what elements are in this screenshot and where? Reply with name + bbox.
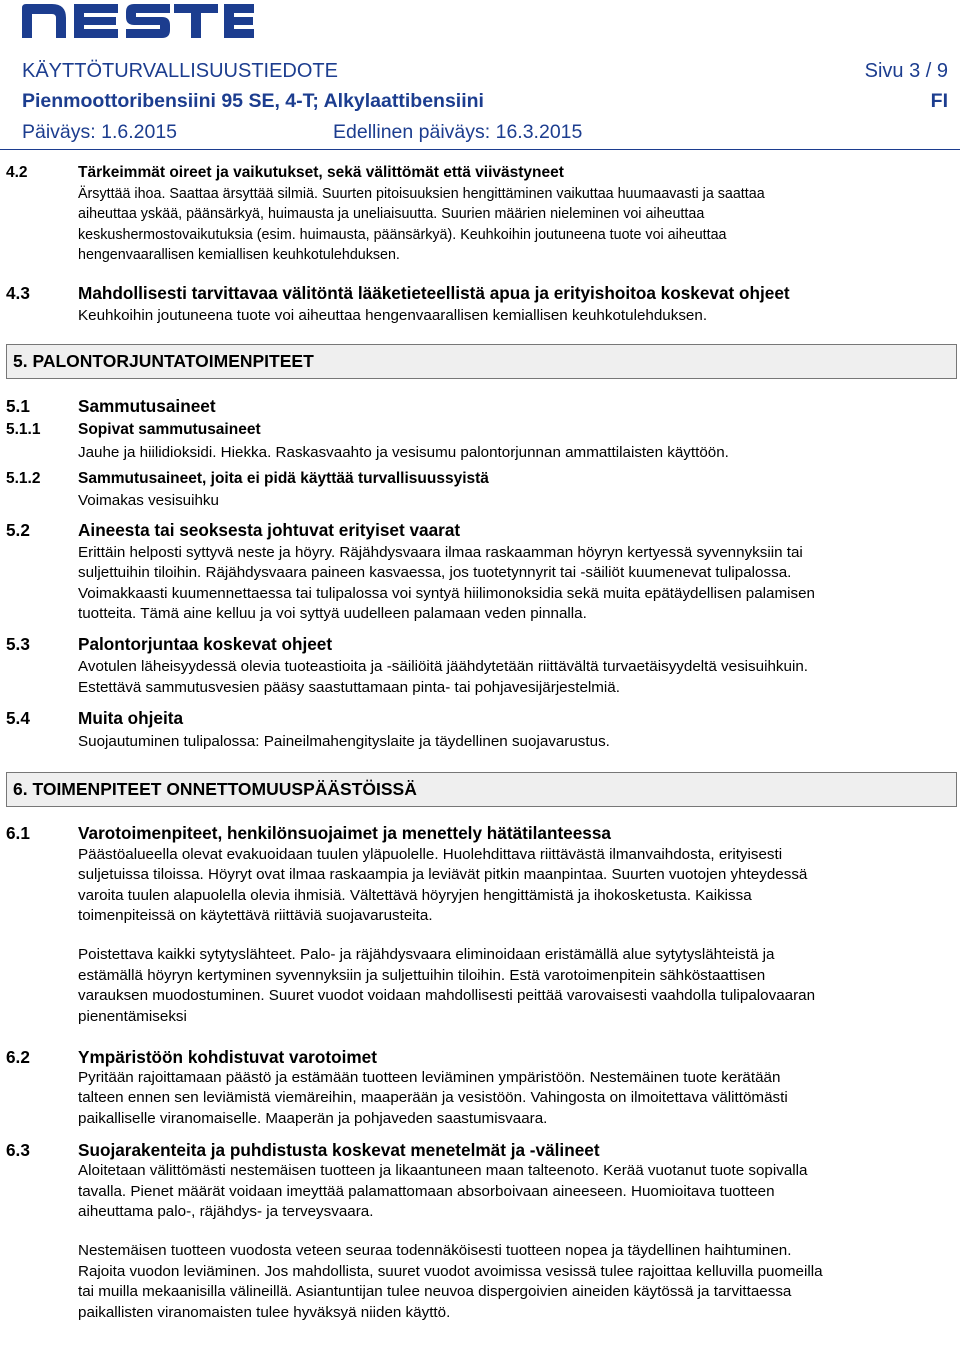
section-6-2-text xyxy=(78,1068,956,1129)
section-4-3-heading xyxy=(0,282,960,304)
text-line: Erittäin helposti syttyvä neste ja höyry. Räjähdysvaara ilmaa raskaamman höyryn kertyessä syvennyksiin tai xyxy=(78,543,803,561)
text-line: Voimakkaasti kuumennettaessa tai tulipalossa voi syntyä hiilimonoksidia sekä muita epätäydellisen palamisen xyxy=(78,584,815,602)
section-4-3-text: Keuhkoihin joutuneena tuote voi aiheuttaa hengenvaarallisen kemiallisen keuhkotulehduksen. xyxy=(78,306,708,324)
text-line: tai muilla mekaanisilla välineillä. Asiantuntijan tulee neuvoa dispergoivien aineiden käytössä ja tarvittaessa xyxy=(78,1283,792,1301)
section-title: Sammutusaineet, joita ei pidä käyttää turvallisuussyistä xyxy=(78,470,489,488)
header-row-2 xyxy=(22,90,948,116)
section-6-2-heading xyxy=(0,1046,960,1068)
section-6-1-text-1 xyxy=(78,845,956,927)
text-line: keskushermostovaikutuksia (esim. huimausta, päänsärkyä). Keuhkoihin joutuneena tuote voi aiheuttaa xyxy=(78,226,727,243)
section-5-2-text xyxy=(78,543,956,625)
section-6-3-text-2 xyxy=(78,1241,956,1323)
section-title: Ympäristöön kohdistuvat varotoimet xyxy=(78,1046,377,1067)
text-line: Päästöalueella olevat evakuoidaan tuulen yläpuolelle. Huolehdittava riittävästä ilmanvaihdosta, erityisesti xyxy=(78,845,783,863)
section-title: Aineesta tai seoksesta johtuvat erityiset vaarat xyxy=(78,519,461,540)
text-line: Poistettava kaikki sytytyslähteet. Palo- ja räjähdysvaara eliminoidaan eristämällä alue sytytyslähteistä ja xyxy=(78,946,775,964)
section-6-3-text-1 xyxy=(78,1161,956,1222)
date: Päiväys: 1.6.2015 xyxy=(22,121,178,143)
page-number: Sivu 3 / 9 xyxy=(864,60,948,82)
text-line: tavalla. Pienet määrät voidaan imeyttää palamattomaan absorboivaan aineeseen. Huomioitava tuotteen xyxy=(78,1182,775,1200)
section-title: Muita ohjeita xyxy=(78,708,184,729)
section-4-2-heading xyxy=(0,162,960,184)
section-number: 4.3 xyxy=(6,282,30,303)
section-6-1-text-2 xyxy=(78,945,956,1027)
text-line: Pyritään rajoittamaan päästö ja estämään tuotteen leviäminen ympäristöön. Nestemäinen tuote kerätään xyxy=(78,1068,781,1086)
text-line: Avotulen läheisyydessä olevia tuoteastioita ja -säiliöitä jäähdytetään riittävältä turvaetäisyydeltä vesisuihkuin. xyxy=(78,658,808,676)
text-line: paikalliselle viranomaiselle. Maaperän ja pohjaveden saastumisvaara. xyxy=(78,1109,548,1127)
text-line: estämällä höyryn kertyminen syvennyksiin ja suljettuihin tiloihin. Estä varotoimenpitein sähköstaattisen xyxy=(78,966,766,984)
text-line: aiheuttama palo-, räjähdys- ja terveysvaara. xyxy=(78,1202,374,1220)
section-number: 5.1.1 xyxy=(6,421,41,439)
section-number: 5.3 xyxy=(6,634,30,655)
previous-date: Edellinen päiväys: 16.3.2015 xyxy=(333,121,583,143)
text-line: Rajoita vuodon leviäminen. Jos mahdollista, suuret vuodot avoimissa vesissä tulee rajoittaa kelluvilla puomeilla xyxy=(78,1262,823,1280)
section-number: 5.1 xyxy=(6,396,30,417)
text-line: varoita tuulen alapuolella olevia ihmisiä. Vältettävä höyryjen hengittämistä ja ihokosketusta. Kaikissa xyxy=(78,886,752,904)
section-6-1-heading xyxy=(0,822,960,844)
text-line: hengenvaarallisen kemiallisen keuhkotulehduksen. xyxy=(78,247,400,264)
document-body xyxy=(0,162,960,1323)
section-5-1-1-text: Jauhe ja hiilidioksidi. Hiekka. Raskasvaahto ja vesisumu palontorjunnan ammattilaisten käyttöön. xyxy=(78,444,729,462)
text-line: Aloitetaan välittömästi nestemäisen tuotteen ja likaantuneen maan talteenoto. Kerää vuotanut tuote sopivalla xyxy=(78,1162,808,1180)
section-5-4-text: Suojautuminen tulipalossa: Paineilmahengityslaite ja täydellinen suojavarustus. xyxy=(78,733,610,751)
text-line: tuotteita. Tämä aine kelluu ja voi syttyä uudelleen palamaan veden pinnalla. xyxy=(78,605,587,623)
section-5-1-2-text: Voimakas vesisuihku xyxy=(78,492,219,510)
section-title: Varotoimenpiteet, henkilönsuojaimet ja menettely hätätilanteessa xyxy=(78,822,611,843)
section-5-3-heading xyxy=(0,633,960,655)
section-number: 4.2 xyxy=(6,164,28,181)
text-line: paikallisten viranomaisten tulee hyväksyä niiden käyttö. xyxy=(78,1303,451,1321)
section-6-3-heading xyxy=(0,1139,960,1161)
section-5-1-1-heading xyxy=(0,419,960,440)
neste-logo xyxy=(22,4,254,38)
section-5-1-2-heading xyxy=(0,468,960,489)
section-5-2-heading xyxy=(0,519,960,541)
text-line: aiheuttaa yskää, päänsärkyä, huimausta ja uneliaisuutta. Suurien määrien nieleminen voi aiheuttaa xyxy=(78,206,705,223)
text-line: Estettävä sammutusvesien pääsy saastuttamaan pinta- tai pohjavesijärjestelmiä. xyxy=(78,678,620,696)
doc-type: KÄYTTÖTURVALLISUUSTIEDOTE xyxy=(22,60,338,82)
text-line: pienentämiseksi xyxy=(78,1007,187,1025)
text-line: talteen ennen sen leviämistä viemäreihin, maaperään ja vesistöön. Vahingosta on ilmoitettava välittömästi xyxy=(78,1089,788,1107)
text-line: varauksen muodostuminen. Suuret vuodot voidaan mahdollisesti peittää varovaisesti vaahdolla tulipalovaaran xyxy=(78,987,816,1005)
text-line: Nestemäisen tuotteen vuodosta veteen seuraa todennäköisesti tuotteen nopea ja täydellinen haihtuminen. xyxy=(78,1242,792,1260)
section-title: Palontorjuntaa koskevat ohjeet xyxy=(78,634,333,655)
section-5-3-text xyxy=(78,657,956,698)
text-line: suljetuissa tiloissa. Höyryt ovat ilmaa raskaampia ja leviävät pitkin maanpintaa. Suurten vuotojen yhteydessä xyxy=(78,866,808,884)
section-number: 5.2 xyxy=(6,519,30,540)
section-title: Mahdollisesti tarvittavaa välitöntä lääketieteellistä apua ja erityishoitoa koskevat ohjeet xyxy=(78,282,790,303)
section-number: 5.4 xyxy=(6,708,30,729)
section-5-heading: 5. PALONTORJUNTATOIMENPITEET xyxy=(6,344,957,379)
header-row-1 xyxy=(22,60,948,86)
header-divider xyxy=(0,149,960,150)
section-title: Tärkeimmät oireet ja vaikutukset, sekä välittömät että viivästyneet xyxy=(78,164,564,181)
language-code: FI xyxy=(930,90,948,112)
section-5-1-heading xyxy=(0,395,960,417)
product-name: Pienmoottoribensiini 95 SE, 4-T; Alkylaattibensiini xyxy=(22,90,484,112)
section-5-4-heading xyxy=(0,707,960,729)
section-title: Sopivat sammutusaineet xyxy=(78,421,261,439)
section-title: Suojarakenteita ja puhdistusta koskevat menetelmät ja -välineet xyxy=(78,1140,600,1161)
section-number: 6.1 xyxy=(6,822,30,843)
text-line: Ärsyttää ihoa. Saattaa ärsyttää silmiä. Suurten pitoisuuksien hengittäminen vaikuttaa huumaavasti ja saattaa xyxy=(78,186,765,202)
section-number: 6.3 xyxy=(6,1140,30,1161)
section-4-2-text xyxy=(78,184,956,266)
text-line: toimenpiteissä on käytettävä riittäviä suojavarusteita. xyxy=(78,906,433,924)
header-row-3 xyxy=(22,121,948,147)
section-6-heading: 6. TOIMENPITEET ONNETTOMUUSPÄÄSTÖISSÄ xyxy=(6,772,957,807)
text-line: suljettuihin tiloihin. Räjähdysvaara paineen kasvaessa, jos tuotetynnyrit tai -säiliöt kuumenevat tulipalossa. xyxy=(78,564,792,582)
section-number: 6.2 xyxy=(6,1046,30,1067)
section-title: Sammutusaineet xyxy=(78,396,216,417)
section-number: 5.1.2 xyxy=(6,470,41,488)
